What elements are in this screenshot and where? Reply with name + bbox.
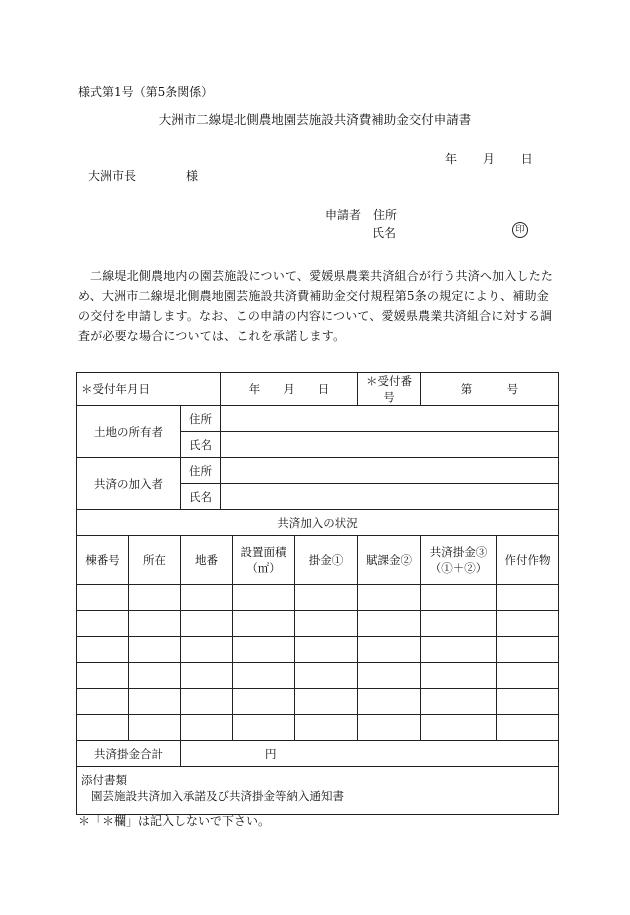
table-cell[interactable] [421,689,497,715]
table-cell[interactable] [77,663,129,689]
insured-name-label: 氏名 [181,484,221,510]
table-cell[interactable] [77,689,129,715]
table-cell[interactable] [295,637,358,663]
footnote: ＊「＊欄」は記入しないで下さい。 [78,814,271,828]
table-cell[interactable] [129,611,181,637]
table-cell[interactable] [233,689,295,715]
table-cell[interactable] [295,689,358,715]
table-cell[interactable] [421,585,497,611]
column-header-row [77,536,559,585]
table-cell[interactable] [358,663,421,689]
table-cell[interactable] [421,611,497,637]
table-cell[interactable] [181,637,233,663]
table-cell[interactable] [181,585,233,611]
landowner-address-field[interactable] [221,406,559,432]
table-row [77,637,559,663]
attachments-cell [77,767,559,815]
table-cell[interactable] [295,585,358,611]
table-row [77,663,559,689]
total-premium-label: 共済掛金合計 [77,741,181,767]
landowner-label: 土地の所有者 [77,406,181,458]
insured-address-field[interactable] [221,458,559,484]
table-cell[interactable] [233,585,295,611]
insured-label: 共済の加入者 [77,458,181,510]
date-month: 月 [482,152,495,166]
applicant-label: 申請者 [325,208,362,222]
receipt-date-value[interactable]: 年 月 日 [221,373,358,406]
attachment-item: 園芸施設共済加入承諾及び共済掛金等納入通知書 [91,789,344,803]
col-area: 設置面積 （㎡） [233,536,295,585]
table-cell[interactable] [77,585,129,611]
landowner-name-label: 氏名 [181,432,221,458]
col-location: 所在 [129,536,181,585]
table-cell[interactable] [77,637,129,663]
col-lot-number: 地番 [181,536,233,585]
table-cell[interactable] [497,663,559,689]
table-cell[interactable] [358,689,421,715]
table-cell[interactable] [233,637,295,663]
form-number: 様式第1号（第5条関係） [78,85,214,99]
date-day: 日 [520,152,533,166]
receipt-number-value[interactable]: 第 号 [421,373,559,406]
addressee [88,167,198,184]
table-cell[interactable] [129,715,181,741]
date-line [445,150,533,167]
total-unit: 円 [265,746,277,761]
landowner-address-label: 住所 [181,406,221,432]
table-cell[interactable] [77,611,129,637]
table-cell[interactable] [295,715,358,741]
table-cell[interactable] [421,663,497,689]
table-cell[interactable] [233,715,295,741]
date-year: 年 [445,152,458,166]
table-cell[interactable] [181,663,233,689]
insured-name-field[interactable] [221,484,559,510]
document-title: 大洲市二線堤北側農地園芸施設共済費補助金交付申請書 [158,112,472,127]
table-cell[interactable] [181,715,233,741]
col-premium: 掛金① [295,536,358,585]
table-row [77,585,559,611]
table-row [77,715,559,741]
table-cell[interactable] [129,663,181,689]
table-row [77,611,559,637]
table-row [77,689,559,715]
receipt-date-label: ＊受付年月日 [77,373,221,406]
table-cell[interactable] [358,637,421,663]
addressee-name: 大洲市長 [88,169,137,183]
table-cell[interactable] [497,611,559,637]
applicant-name-label: 氏名 [372,226,397,240]
applicant-address-line [325,206,397,223]
seal-mark: 印 [512,222,528,238]
col-building-no: 棟番号 [77,536,129,585]
landowner-name-field[interactable] [221,432,559,458]
table-cell[interactable] [295,611,358,637]
table-cell[interactable] [181,689,233,715]
table-cell[interactable] [421,715,497,741]
col-total-premium: 共済掛金③ （①＋②） [421,536,497,585]
attachments-label: 添付書類 [81,773,127,787]
table-cell[interactable] [358,715,421,741]
enrollment-status-header: 共済加入の状況 [77,510,559,536]
table-cell[interactable] [497,715,559,741]
table-cell[interactable] [497,585,559,611]
table-cell[interactable] [358,585,421,611]
total-premium-field[interactable] [181,741,559,767]
table-cell[interactable] [129,689,181,715]
receipt-number-label: ＊受付番号 [358,373,421,406]
body-paragraph: 二線堤北側農地内の園芸施設について、愛媛県農業共済組合が行う共済へ加入したため、大洲市二線堤北側農地園芸施設共済費補助金交付規程第5条の規定により、補助金の交付を申請します。なお、この申請の内容について、愛媛県農業共済組合に対する調査が必要な場合については、これを承諾します。 [78,269,554,343]
col-levy: 賦課金② [358,536,421,585]
table-cell[interactable] [233,611,295,637]
table-cell[interactable] [295,663,358,689]
table-cell[interactable] [233,663,295,689]
table-cell[interactable] [77,715,129,741]
table-cell[interactable] [129,585,181,611]
insured-address-label: 住所 [181,458,221,484]
table-cell[interactable] [421,637,497,663]
applicant-address-label: 住所 [373,208,398,222]
col-crop: 作付作物 [497,536,559,585]
table-cell[interactable] [181,611,233,637]
table-cell[interactable] [497,689,559,715]
application-table [76,372,559,815]
table-cell[interactable] [129,637,181,663]
addressee-honorific: 様 [186,169,199,183]
table-cell[interactable] [358,611,421,637]
table-cell[interactable] [497,637,559,663]
